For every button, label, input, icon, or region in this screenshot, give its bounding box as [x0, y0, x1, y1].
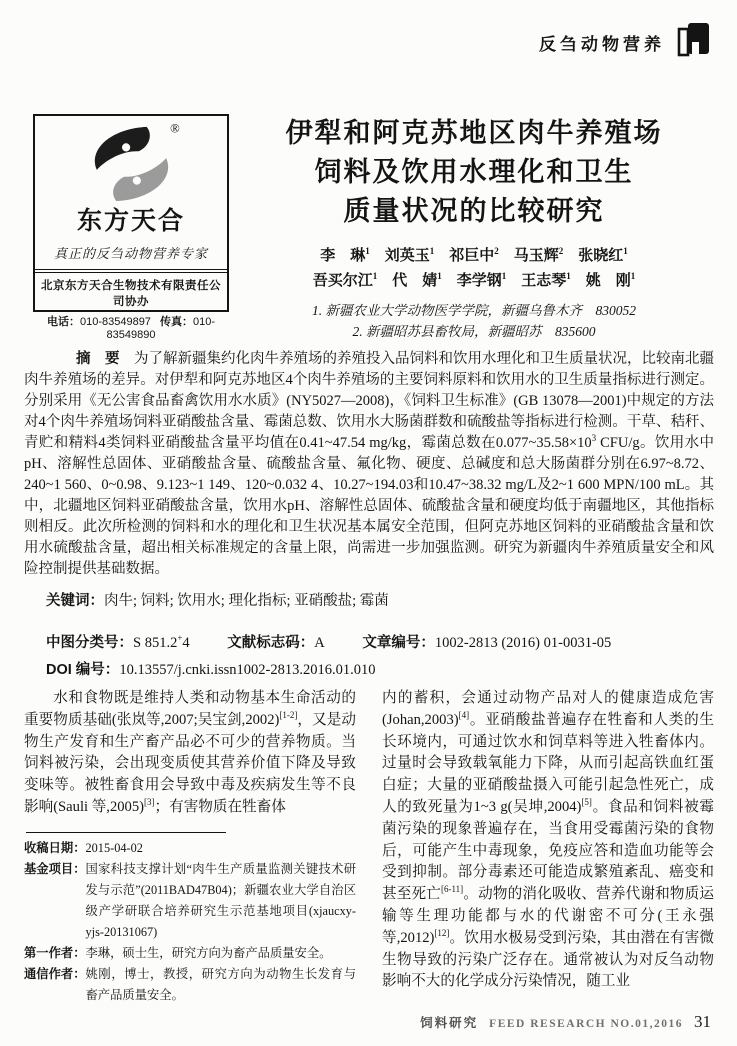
phone-number: 010-83549897: [79, 316, 151, 328]
article-id-label: 文章编号：: [362, 635, 435, 651]
classification-block: [24, 630, 714, 684]
column-title: 反刍动物营养: [539, 35, 665, 54]
keywords-line: [24, 589, 714, 610]
abstract-section: [24, 349, 714, 684]
footnote-text: 2015-04-02: [85, 840, 143, 855]
body-column-left: [24, 688, 356, 1006]
author-line-1: 李 琳$^1$ 刘英玉$^1$ 祁巨中$^2$ 马玉辉$^2$ 张晓红$^1$: [320, 246, 628, 264]
article-title-line-1: 伊犁和阿克苏地区肉牛养殖场: [285, 118, 663, 148]
dongfang-tianhe-swoosh-logo: [72, 119, 190, 207]
doc-code-label: 文献标志码：: [227, 635, 315, 651]
journal-name-en: FEED RESEARCH NO.01,2016: [489, 1018, 683, 1030]
article-id-value: 1002-2813 (2016) 01-0031-05: [434, 635, 612, 651]
fax-number: 010-83549890: [106, 316, 216, 341]
affiliation-1: 1. 新疆农业大学动物医学学院，新疆乌鲁木齐 830052: [312, 303, 636, 318]
keywords-label: 关键词：: [46, 593, 104, 609]
page-number: 31: [694, 1012, 711, 1031]
footnote-label: 第一作者：: [24, 945, 86, 960]
sponsor-brand-name: 东方天合: [76, 207, 185, 235]
footnote-label: 基金项目：: [24, 861, 86, 876]
abstract-label: 摘 要: [76, 351, 120, 367]
affiliation-2: 2. 新疆昭苏县畜牧局，新疆昭苏 835600: [352, 324, 596, 339]
abstract-text: 为了解新疆集约化肉牛养殖场的养殖投入品饲料和饮用水理化和卫生质量状况，比较南北疆肉牛养殖场的差异。对伊犁和阿克苏地区4个肉牛养殖场的主要饲料原料和饮用水的卫生质量指标进行测定。分别采用《无公害食品畜禽饮用水水质》(NY5027—2008)，《饲料卫生标准》(GB 13078—2001)中规定的方法对4个肉牛养殖场饲料亚硝酸盐含量、霉菌总数、饮用水大肠菌群数和硫酸盐等指标进行检测。干草、秸秆、青贮和精料4类饲料亚硝酸盐含量平均值在0.41~47.54 mg/kg，霉菌总数在$0.077\sim 35.58\times 10^3$ CFU/g。饮用水中pH、溶解性总固体、亚硝酸盐含量、硫酸盐含量、氟化物、硬度、总碱度和总大肠菌群分别在6.97~8.72、240~1 560、0~0.98、9.123~1 149、120~0.032 4、10.27~194.03和10.47~38.32 mg/L及2~1 600 MPN/100 mL。其中，北疆地区饲料亚硝酸盐含量，饮用水pH、溶解性总固体、硫酸盐含量和硬度均低于南疆地区，其他指标则相反。此次所检测的饲料和水的理化和卫生状况基本属安全范围，但阿克苏地区饲料的亚硝酸盐含量和饮用水硫酸盐含量，超出相关标准规定的含量上限，尚需进一步加强监测。研究为新疆肉牛养殖质量安全和风险控制提供基础数据。: [24, 351, 714, 577]
clc-value: S 851.2+4: [133, 633, 190, 651]
footnote-text: 国家科技支撑计划“肉牛生产质量监测关键技术研发与示范”(2011BAD47B04)；新疆农业大学自治区级产学研联合培养研究生示范基地项目(xjaucxy-yjs-20131067): [85, 861, 356, 939]
fax-label: 传真：: [160, 316, 193, 328]
abstract-paragraph: [24, 349, 714, 580]
keywords-text: 肉牛; 饲料; 饮用水; 理化指标; 亚硝酸盐; 霉菌: [104, 593, 389, 609]
clc-label: 中图分类号：: [46, 635, 133, 651]
sponsor-box: [33, 114, 229, 341]
sponsor-contacts: [37, 313, 225, 341]
sponsor-organizer: 北京东方天合生物技术有限责任公司协办: [41, 280, 221, 308]
registered-mark: ®: [170, 121, 180, 136]
body-columns: [24, 688, 714, 1006]
article-title-line-2: 饲料及饮用水理化和卫生: [314, 157, 634, 187]
clc-line: [24, 630, 714, 657]
doi-line: [24, 657, 714, 684]
footnote-text: 李琳，硕士生，研究方向为畜产品质量安全。: [85, 945, 332, 960]
page-footer: [420, 1012, 711, 1032]
sponsor-slogan: 真正的反刍动物营养专家: [53, 246, 208, 261]
body-column-right: [382, 688, 714, 1006]
footnote-label: 收稿日期：: [24, 840, 86, 855]
phone-label: 电话：: [46, 316, 80, 328]
article-header: [236, 114, 712, 342]
page-corner-icon: [675, 20, 711, 60]
footnote-first-author: [24, 943, 356, 964]
doi-label: DOI 编号：: [46, 662, 120, 678]
author-list: [236, 244, 712, 294]
doi-value: 10.13557/j.cnki.issn1002-2813.2016.01.010: [119, 662, 376, 678]
body-paragraph-left: 水和食物既是维持人类和动物基本生命活动的重要物质基础(张岚等,2007;吴宝剑,2002)[1-2]，又是动物生产发育和生产畜产品必不可少的营养物质。当饲料被污染，会出现变质使其营养价值下降及导致变味等。被牲畜食用会导致中毒及疾病发生等不良影响(Sauli 等,2005)[3]；有害物质在牲畜体: [24, 690, 356, 815]
footnote-label: 通信作者：: [24, 966, 86, 981]
affiliation-list: [236, 300, 712, 342]
footnote-block: [24, 838, 356, 1006]
footnote-received-date: [24, 838, 356, 859]
journal-name-cn: 饲料研究: [420, 1016, 479, 1030]
footnote-corresponding-author: [24, 964, 356, 1006]
doc-code-value: A: [314, 635, 325, 651]
author-line-2: 吾买尔江$^1$ 代 婧$^1$ 李学钢$^1$ 王志琴$^1$ 姚 刚$^1$: [312, 271, 636, 289]
body-paragraph-right: 内的蓄积，会通过动物产品对人的健康造成危害(Johan,2003)[4]。亚硝酸盐普遍存在牲畜和人类的生长环境内，可通过饮水和饲草料等进入牲畜体内。过量时会导致载氧能力下降，从而引起高铁血红蛋白症；大量的亚硝酸盐摄入可能引起急性死亡，成人的致死量为1~3 g(吴坤,2004)[5]。食品和饲料被霉菌污染的现象普遍存在，当食用受霉菌污染的食物后，可能产生中毒现象，免疫应答和造血功能等会受到抑制。部分毒素还可能造成繁殖紊乱、癌变和甚至死亡[6-11]。动物的消化吸收、营养代谢和物质运输等生理功能都与水的代谢密不可分(王永强等,2012)[12]。饮用水极易受到污染，其由潜在有害微生物导致的污染广泛存在。通常被认为对反刍动物影响不大的化学成分污染情况，随工业: [382, 690, 714, 990]
article-title-line-3: 质量状况的比较研究: [343, 196, 605, 226]
footnote-divider: [26, 832, 226, 833]
footnote-funding: [24, 859, 356, 943]
footnote-text: 姚刚，博士，教授，研究方向为动物生长发育与畜产品质量安全。: [85, 966, 356, 1002]
sponsor-organizer-section: [35, 269, 227, 341]
